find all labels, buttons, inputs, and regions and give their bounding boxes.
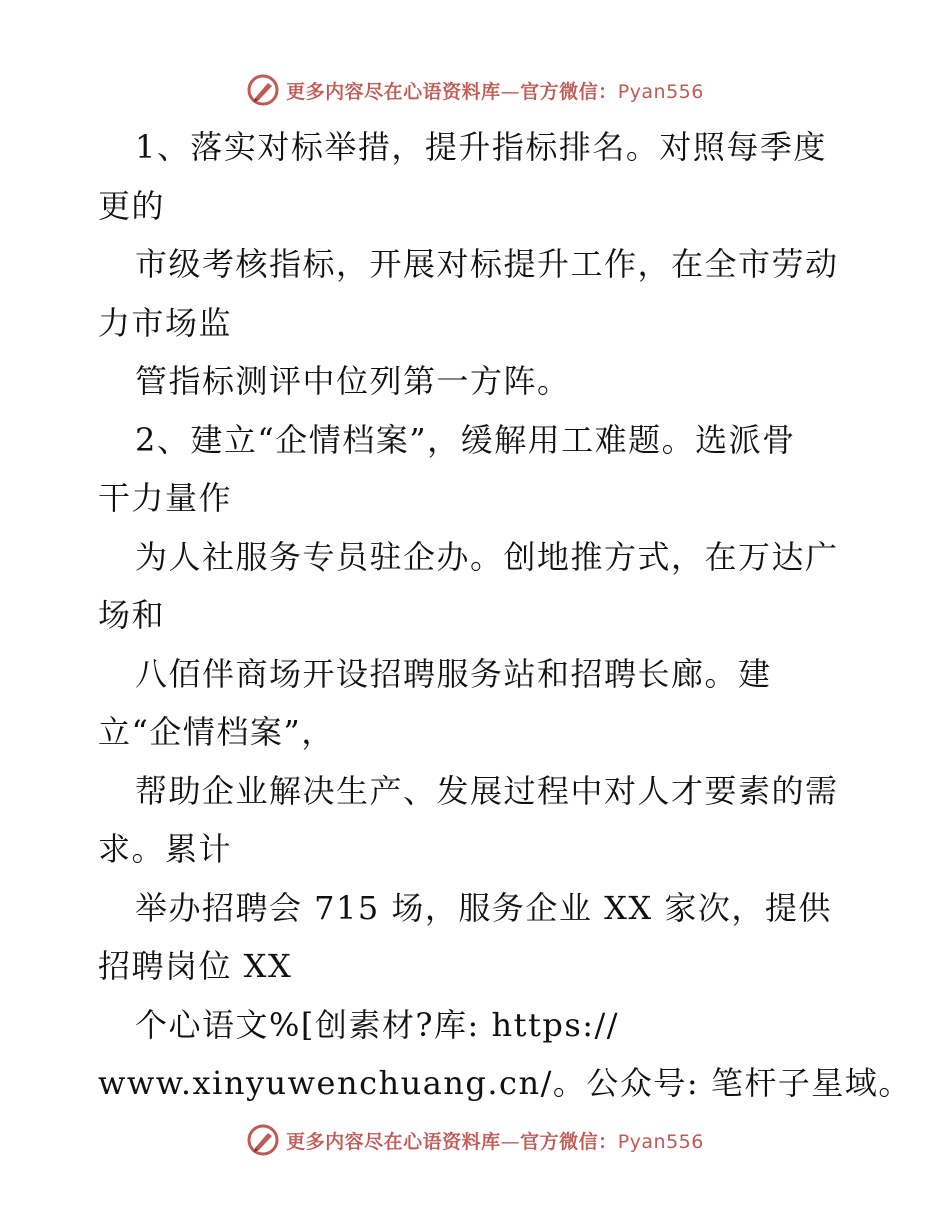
header-banner-text xyxy=(286,77,704,104)
text-line: 更的 xyxy=(98,186,166,225)
pen-logo-icon xyxy=(246,1123,280,1157)
footer-banner-dash: — xyxy=(500,1130,521,1153)
text-line: 为人社服务专员驻企办。创地推方式，在万达广 xyxy=(135,537,839,576)
text-line: 个心语文%[创素材?库: https:// xyxy=(135,1005,620,1044)
footer-banner-text xyxy=(286,1127,704,1154)
text-line: 八佰伴商场开设招聘服务站和招聘长廊。建 xyxy=(135,654,772,693)
text-line: 市级考核指标，开展对标提升工作，在全市劳动 xyxy=(135,245,839,283)
text-line: 管指标测评中位列第一方阵。 xyxy=(135,362,571,400)
text-line: 帮助企业解决生产、发展过程中对人才要素的需 xyxy=(135,771,839,810)
footer-banner-title: 更多内容尽在心语资料库 xyxy=(286,1130,501,1153)
text-line: 场和 xyxy=(98,596,166,634)
text-line: 立“企情档案”， xyxy=(98,713,335,751)
text-line: 举办招聘会 715 场，服务企业 XX 家次，提供 xyxy=(135,888,832,927)
pen-logo-icon xyxy=(246,73,280,107)
footer-banner-id: Pyan556 xyxy=(617,1130,704,1153)
footer-banner xyxy=(0,1120,950,1160)
text-line: 1、落实对标举措，提升指标排名。对照每季度 xyxy=(135,128,827,166)
header-banner-dash: — xyxy=(500,80,521,103)
text-line: 干力量作 xyxy=(98,479,233,517)
text-line: 招聘岗位 XX xyxy=(98,947,293,985)
header-banner-label: 官方微信： xyxy=(520,80,618,103)
text-line: 2、建立“企情档案”，缓解用工难题。选派骨 xyxy=(135,420,796,459)
text-line: 力市场监 xyxy=(98,303,233,342)
text-line: www.xinyuwenchuang.cn/。公众号: 笔杆子星域。 xyxy=(98,1064,912,1102)
header-banner-title: 更多内容尽在心语资料库 xyxy=(286,80,501,103)
document-body xyxy=(98,118,912,1113)
header-banner xyxy=(0,70,950,110)
footer-banner-label: 官方微信： xyxy=(520,1130,618,1153)
header-banner-id: Pyan556 xyxy=(617,80,704,103)
text-line: 求。累计 xyxy=(98,830,233,868)
